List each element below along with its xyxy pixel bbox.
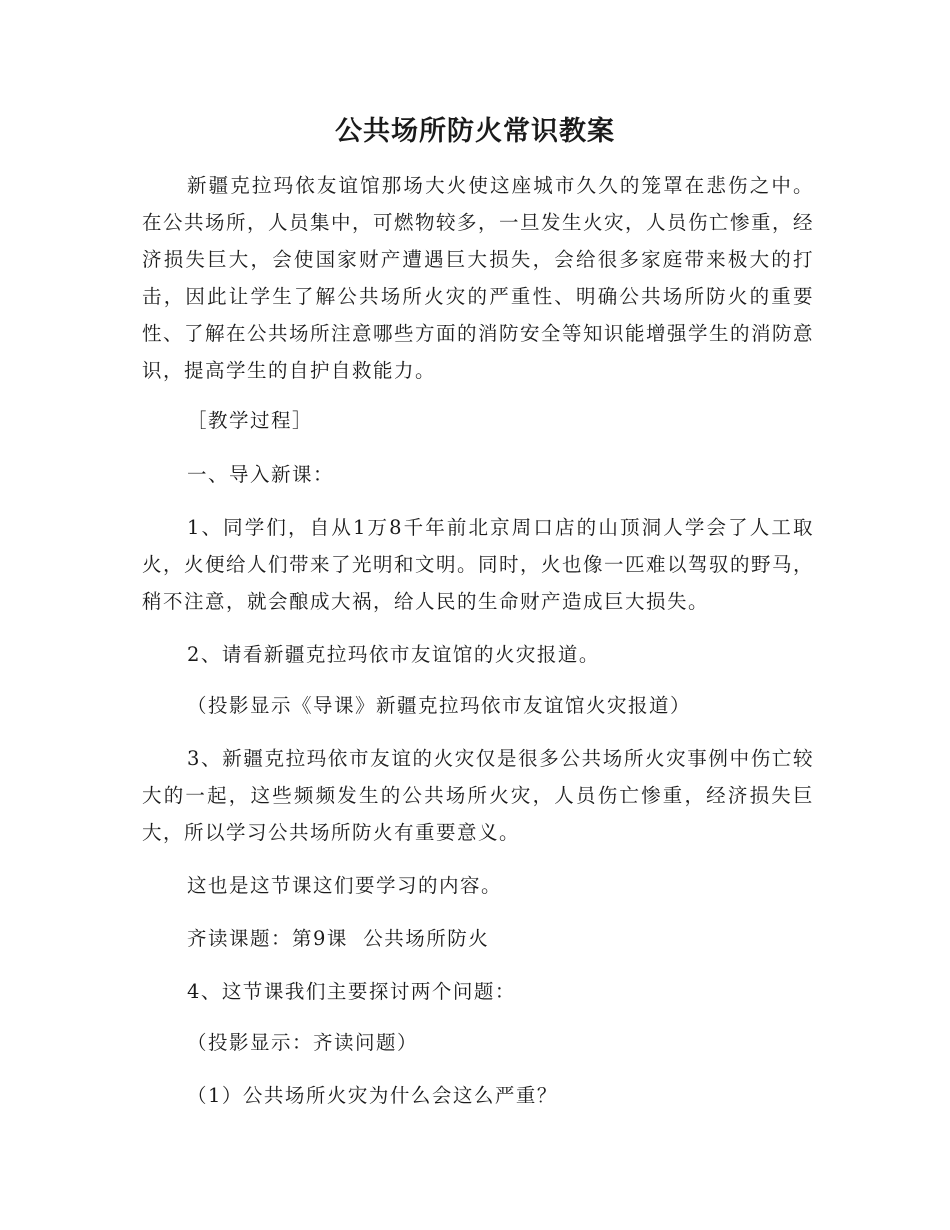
read-title: 齐读课题：第9课 公共场所防火 — [187, 927, 490, 950]
section-heading-process: ［教学过程］ — [187, 409, 314, 432]
item-4-note: （投影显示：齐读问题） — [187, 1031, 419, 1054]
section-heading-intro: 一、导入新课： — [187, 463, 335, 486]
item-1-paragraph: 1、同学们，自从1万8千年前北京周口店的山顶洞人学会了人工取火，火便给人们带来了光明和文明。同时，火也像一匹难以驾驭的野马，稍不注意，就会酿成大祸，给人民的生命财产造成巨大损失。 — [142, 516, 815, 613]
content-note: 这也是这节课这们要学习的内容。 — [187, 874, 503, 897]
item-2-paragraph: 2、请看新疆克拉玛依市友谊馆的火灾报道。 — [187, 643, 600, 666]
intro-paragraph: 新疆克拉玛依友谊馆那场大火使这座城市久久的笼罩在悲伤之中。在公共场所，人员集中，可燃物较多，一旦发生火灾，人员伤亡惨重，经济损失巨大，会使国家财产遭遇巨大损失，会给很多家庭带来极大的打击，因此让学生了解公共场所火灾的严重性、明确公共场所防火的重要性、了解在公共场所注意哪些方面的消防安全等知识能增强学生的消防意识，提高学生的自护自救能力。 — [142, 174, 815, 382]
item-2-note: （投影显示《导课》新疆克拉玛依市友谊馆火灾报道） — [187, 694, 692, 717]
item-4-paragraph: 4、这节课我们主要探讨两个问题： — [187, 980, 516, 1003]
item-3-paragraph: 3、新疆克拉玛依市友谊的火灾仅是很多公共场所火灾事例中伤亡较大的一起，这些频频发生的公共场所火灾，人员伤亡惨重，经济损失巨大，所以学习公共场所防火有重要意义。 — [142, 747, 814, 844]
document-title: 公共场所防火常识教案 — [335, 116, 615, 147]
question-1: （1）公共场所火灾为什么会这么严重？ — [187, 1084, 558, 1107]
